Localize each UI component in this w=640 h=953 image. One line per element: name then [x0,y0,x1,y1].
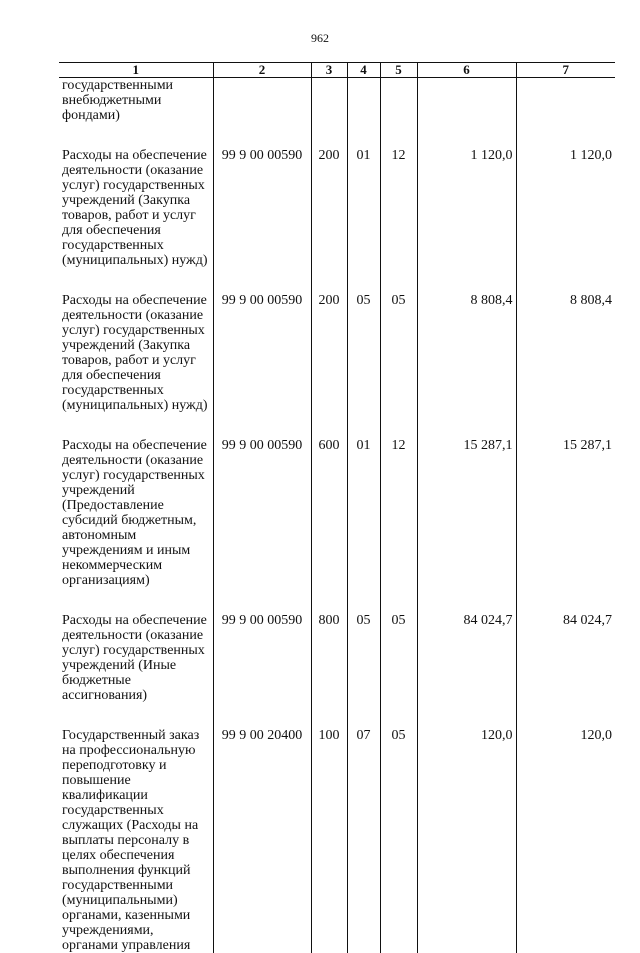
budget-table [59,62,615,953]
amount-2: 120,0 [516,703,615,953]
target-code: 99 9 00 00590 [213,588,311,703]
table-row [59,268,615,413]
amount-1: 8 808,4 [417,268,516,413]
subsection: 12 [380,123,417,268]
expense-name: Расходы на обеспечение деятельности (оказание услуг) государственных учреждений (Закупка товаров, работ и услуг для обеспечения государственных (муниципальных) нужд) [62,293,208,413]
amount-2: 1 120,0 [516,123,615,268]
table-row [59,78,615,124]
target-code: 99 9 00 20400 [213,703,311,953]
amount-2: 8 808,4 [516,268,615,413]
column-header: 5 [380,63,417,78]
expense-type: 800 [311,588,347,703]
amount-1: 1 120,0 [417,123,516,268]
subsection: 05 [380,588,417,703]
header-row [59,63,615,78]
target-code: 99 9 00 00590 [213,123,311,268]
amount-1: 15 287,1 [417,413,516,588]
column-header: 1 [59,63,213,78]
column-header: 2 [213,63,311,78]
expense-type: 100 [311,703,347,953]
table-row [59,588,615,703]
expense-name: государственными внебюджетными фондами) [62,78,174,123]
column-header: 7 [516,63,615,78]
expense-type: 200 [311,123,347,268]
target-code: 99 9 00 00590 [213,413,311,588]
table-row [59,703,615,953]
expense-type: 200 [311,268,347,413]
section: 01 [347,413,380,588]
amount-2: 15 287,1 [516,413,615,588]
section: 01 [347,123,380,268]
section: 05 [347,268,380,413]
target-code: 99 9 00 00590 [213,268,311,413]
amount-1: 120,0 [417,703,516,953]
table-row [59,413,615,588]
column-header: 3 [311,63,347,78]
column-header: 6 [417,63,516,78]
table-row [59,123,615,268]
expense-name: Расходы на обеспечение деятельности (оказание услуг) государственных учреждений (Предоставление субсидий бюджетным, автономным учреждениям и иным некоммерческим организациям) [62,438,207,588]
subsection: 05 [380,268,417,413]
section: 07 [347,703,380,953]
expense-name: Государственный заказ на профессиональную переподготовку и повышение квалификации государственных служащих (Расходы на выплаты персоналу в целях обеспечения выполнения функций государственными (муниципальными) органами, казенными учреждениями, органами управления [62,728,200,953]
page-number: 962 [311,31,329,45]
amount-1: 84 024,7 [417,588,516,703]
column-header: 4 [347,63,380,78]
expense-name: Расходы на обеспечение деятельности (оказание услуг) государственных учреждений (Закупка товаров, работ и услуг для обеспечения государственных (муниципальных) нужд) [62,148,208,268]
subsection: 05 [380,703,417,953]
expense-type: 600 [311,413,347,588]
amount-2: 84 024,7 [516,588,615,703]
expense-name: Расходы на обеспечение деятельности (оказание услуг) государственных учреждений (Иные бюджетные ассигнования) [62,613,207,703]
subsection: 12 [380,413,417,588]
section: 05 [347,588,380,703]
